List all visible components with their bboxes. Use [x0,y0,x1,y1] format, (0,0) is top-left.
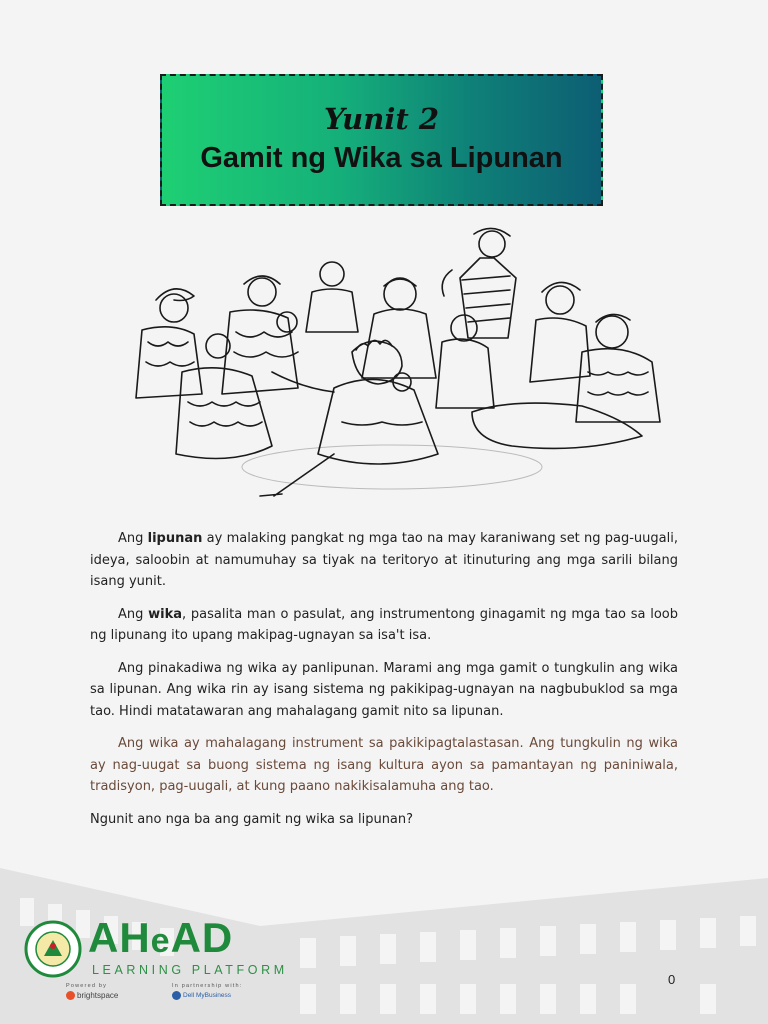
body-text [90,528,678,841]
paragraph-question: Ngunit ano nga ba ang gamit ng wika sa lipunan? [90,811,414,827]
p2-text: , pasalita man o pasulat, ang instrumentong ginagamit ng mga tao sa loob ng lipunang ito upang makipag-ugnayan sa isa't isa. [90,606,678,643]
p1-lead: Ang [118,531,148,546]
partner-name: Dell MyBusiness [183,992,232,1000]
college-seal-logo [24,920,82,978]
ahead-brand-logo [88,914,233,962]
partner-logo [172,991,231,1000]
learning-platform-tagline: LEARNING PLATFORM [92,963,288,977]
page-number: 0 [668,972,676,987]
unit-title: Gamit ng Wika sa Lipunan [200,142,563,174]
brand-part-b: AD [170,914,234,961]
people-circle-illustration [112,222,672,504]
globe-icon [172,991,181,1000]
p1-text: ay malaking pangkat ng mga tao na may karaniwang set ng pag-uugali, ideya, saloobin at namumuhay sa tiyak na teritoryo at itinuturing ang mga sarili bilang isang yunit. [90,531,678,589]
paragraph-instrument: Ang wika ay mahalagang instrument sa pakikipagtalastasan. Ang tungkulin ng wika ay nag-uugat sa buong sistema ng isang kultura ayon sa pamantayan ng paniniwala, tradisyon, pag-uugali, at kung paano nakikisalamuha ang tao. [90,736,678,794]
brightspace-name: brightspace [77,991,119,1000]
brand-part-e: e [150,922,171,960]
partnership-label: In partnership with: [172,983,243,989]
powered-by-label: Powered by [66,983,108,989]
brand-part-a: AH [88,914,151,961]
paragraph-lipunan [90,528,678,593]
p2-lead: Ang [118,606,149,622]
paragraph-wika [90,604,678,647]
brightspace-logo [66,991,118,1000]
unit-label: Yunit 2 [323,102,440,136]
term-wika: wika [148,606,183,622]
term-lipunan: lipunan [147,531,203,546]
paragraph-pinakadiwa: Ang pinakadiwa ng wika ay panlipunan. Marami ang mga gamit o tungkulin ang wika sa lipunan. Ang wika rin ay isang sistema ng pakikipag-ugnayan na nagbubuklod sa mga tao. Hindi matatawaran ang mahalagang gamit nito sa lipunan. [90,660,678,719]
unit-title-box [160,74,603,206]
brightspace-icon [66,991,75,1000]
